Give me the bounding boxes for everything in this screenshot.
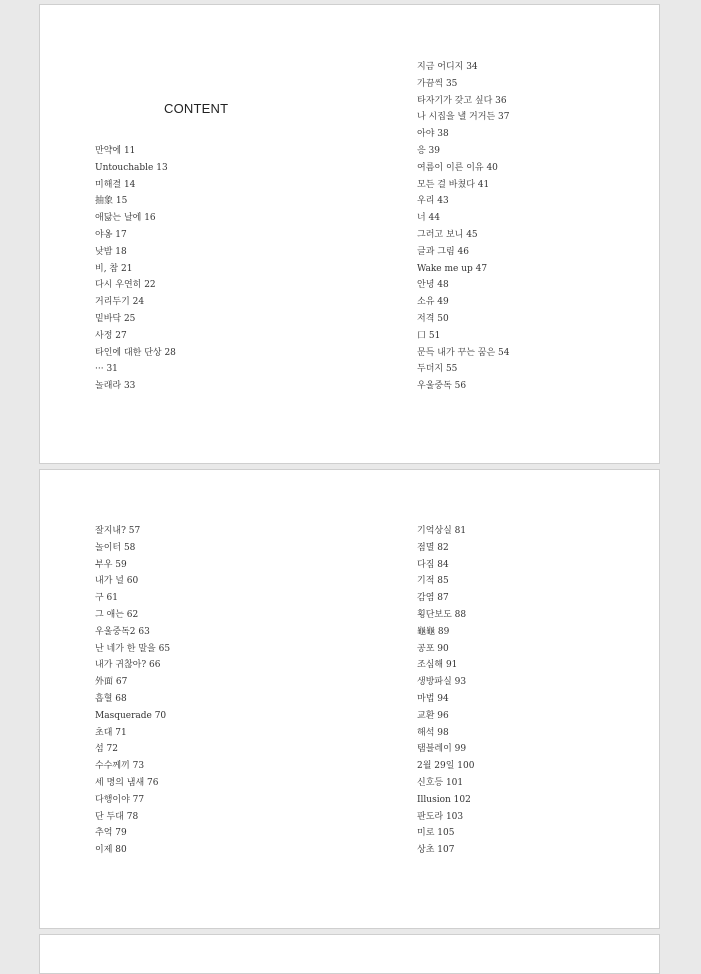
toc-entry: 생방파실 93 xyxy=(417,677,467,688)
toc-entry: 판도라 103 xyxy=(417,811,464,822)
toc-entry: 우리 43 xyxy=(417,196,449,207)
toc-entry: 흡혈 68 xyxy=(95,693,127,704)
toc-entry: 단 두대 78 xyxy=(95,811,139,822)
toc-entry: Illusion 102 xyxy=(417,794,471,805)
toc-entry: 난 네가 한 말을 65 xyxy=(95,643,171,654)
toc-entry: 만약에 11 xyxy=(95,146,136,156)
toc-entry: 여름이 이른 이유 40 xyxy=(417,162,498,173)
toc-entry: 상초 107 xyxy=(417,845,455,856)
toc-entry: 부우 59 xyxy=(95,559,127,570)
toc-entry: 아야 38 xyxy=(417,129,449,140)
page-2 xyxy=(39,469,660,929)
toc-entry: 수수께끼 73 xyxy=(95,761,145,772)
toc-entry: 글과 그림 46 xyxy=(417,246,469,257)
toc-entry: 탬블레이 99 xyxy=(417,744,467,755)
toc-entry: 잘지내? 57 xyxy=(95,526,141,536)
toc-entry: 그러고 보니 45 xyxy=(417,229,478,240)
toc-entry: 抽象 15 xyxy=(95,196,128,207)
toc-entry: 내가 널 60 xyxy=(95,576,139,587)
toc-entry: 지금 어디지 34 xyxy=(417,62,478,72)
toc-entry: 응 39 xyxy=(417,145,441,156)
toc-entry: 미로 105 xyxy=(417,828,455,839)
page-1 xyxy=(39,4,660,464)
toc-entry: 口 51 xyxy=(417,330,441,341)
toc-left-column xyxy=(95,143,176,395)
toc-entry: Masquerade 70 xyxy=(95,710,167,721)
toc-entry: 기억상실 81 xyxy=(417,526,467,536)
toc-entry: 횡단보도 88 xyxy=(417,609,467,620)
toc-left-column xyxy=(95,523,170,859)
toc-entry: 감염 87 xyxy=(417,593,449,604)
toc-entry: 놀이터 58 xyxy=(95,542,136,553)
toc-entry: 내가 귀찮아? 66 xyxy=(95,660,161,671)
toc-entry: 外面 67 xyxy=(95,677,128,688)
toc-entry: 추억 79 xyxy=(95,828,127,839)
toc-entry: ··· 31 xyxy=(95,364,118,375)
toc-entry: Wake me up 47 xyxy=(417,263,488,274)
toc-entry: 모든 걸 바쳤다 41 xyxy=(417,179,490,190)
toc-entry: 세 명의 냄새 76 xyxy=(95,777,159,788)
toc-entry: 우울중독2 63 xyxy=(95,626,150,637)
toc-entry: 섬 72 xyxy=(95,744,119,755)
toc-entry: 점멸 82 xyxy=(417,542,449,553)
toc-entry: 2월 29일 100 xyxy=(417,761,475,772)
toc-entry: 다행이야 77 xyxy=(95,794,145,805)
toc-entry: 안녕 48 xyxy=(417,280,449,291)
toc-entry: 신호등 101 xyxy=(417,777,464,788)
toc-entry: 야옹 17 xyxy=(95,229,127,240)
toc-entry: 사정 27 xyxy=(95,330,127,341)
toc-right-column xyxy=(417,59,509,395)
toc-entry: 거리두기 24 xyxy=(95,297,145,308)
toc-entry: 애닳는 날에 16 xyxy=(95,213,156,224)
toc-entry: Untouchable 13 xyxy=(95,162,168,173)
toc-entry: 기적 85 xyxy=(417,576,449,587)
toc-entry: 이제 80 xyxy=(95,845,127,856)
toc-entry: 교환 96 xyxy=(417,710,449,721)
toc-entry: 밑바닥 25 xyxy=(95,313,136,324)
toc-entry: 비, 참 21 xyxy=(95,263,133,274)
toc-entry: 너 44 xyxy=(417,213,441,224)
toc-entry: 미해결 14 xyxy=(95,179,136,190)
toc-entry: 타인에 대한 단상 28 xyxy=(95,347,176,358)
toc-entry: 나 시집을 낼 거거든 37 xyxy=(417,112,510,123)
toc-entry: 초대 71 xyxy=(95,727,127,738)
toc-entry: 낮밤 18 xyxy=(95,246,127,257)
toc-entry: 놀래라 33 xyxy=(95,381,136,392)
toc-entry: 해석 98 xyxy=(417,727,449,738)
toc-entry: 공포 90 xyxy=(417,643,449,654)
toc-entry: 소유 49 xyxy=(417,297,449,308)
toc-entry: 두더지 55 xyxy=(417,364,458,375)
toc-entry: 저격 50 xyxy=(417,313,449,324)
page-3 xyxy=(39,934,660,974)
toc-entry: 마법 94 xyxy=(417,693,449,704)
toc-entry: 가끔씩 35 xyxy=(417,78,458,89)
toc-entry: 龜龜 89 xyxy=(417,626,450,637)
toc-entry: 문득 내가 꾸는 꿈은 54 xyxy=(417,347,510,358)
toc-entry: 조심해 91 xyxy=(417,660,458,671)
toc-entry: 다짐 84 xyxy=(417,559,449,570)
toc-entry: 다시 우연히 22 xyxy=(95,280,156,291)
toc-entry: 그 애는 62 xyxy=(95,609,139,620)
contents-title: CONTENT xyxy=(164,101,229,116)
toc-entry: 구 61 xyxy=(95,593,119,604)
toc-right-column xyxy=(417,523,474,859)
toc-entry: 우울중독 56 xyxy=(417,381,467,392)
toc-entry: 타자기가 갖고 싶다 36 xyxy=(417,95,507,106)
